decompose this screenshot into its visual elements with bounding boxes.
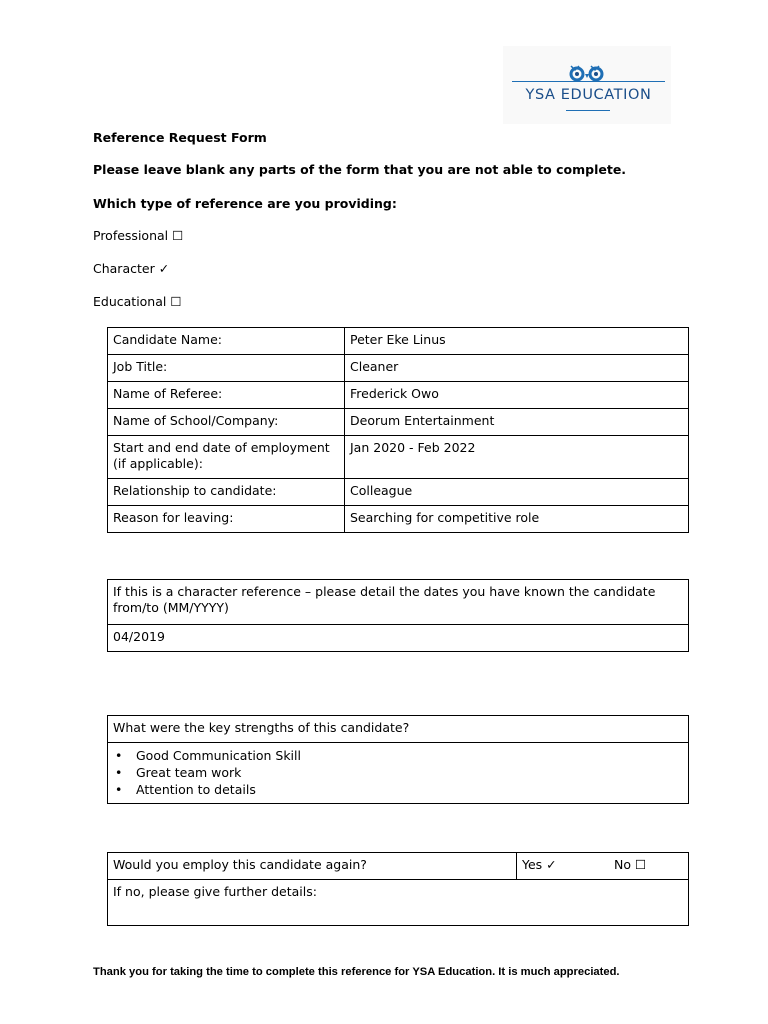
table-row — [108, 479, 689, 506]
logo-text: YSA EDUCATION — [525, 87, 652, 103]
table-row — [108, 580, 689, 625]
character-dates-question: If this is a character reference – please detail the dates you have known the candidate from/to (MM/YYYY) — [108, 580, 689, 625]
candidate-name-value[interactable]: Peter Eke Linus — [345, 328, 689, 355]
option-professional-label: Professional — [93, 228, 169, 243]
footer-note: Thank you for taking the time to complete this reference for YSA Education. It is much appreciated. — [93, 966, 620, 978]
character-dates-answer[interactable]: 04/2019 — [108, 625, 689, 652]
table-row — [108, 436, 689, 479]
list-item: • Attention to details — [113, 781, 683, 798]
form-instruction: Please leave blank any parts of the form that you are not able to complete. — [93, 162, 627, 177]
yes-option[interactable] — [522, 857, 614, 873]
no-option[interactable] — [614, 857, 646, 873]
checkmark-icon[interactable]: ✓ — [158, 261, 170, 276]
option-professional[interactable] — [93, 228, 183, 243]
table-row — [108, 382, 689, 409]
option-character[interactable] — [93, 261, 169, 276]
employment-dates-label: Start and end date of employment (if applicable): — [108, 436, 345, 479]
option-educational-label: Educational — [93, 294, 167, 309]
table-row — [108, 409, 689, 436]
table-row — [108, 328, 689, 355]
yes-label: Yes — [522, 857, 543, 872]
table-row — [108, 355, 689, 382]
table-row — [108, 853, 689, 880]
employ-again-table — [107, 852, 689, 926]
candidate-name-label: Candidate Name: — [108, 328, 345, 355]
further-details-field[interactable]: If no, please give further details: — [108, 880, 689, 926]
checkmark-icon[interactable]: ✓ — [546, 857, 557, 872]
strengths-list — [113, 747, 683, 798]
candidate-details-table — [107, 327, 689, 533]
table-row — [108, 880, 689, 926]
strengths-question: What were the key strengths of this candidate? — [108, 716, 689, 743]
reason-leaving-value[interactable]: Searching for competitive role — [345, 506, 689, 533]
strengths-table — [107, 715, 689, 804]
list-item: • Good Communication Skill — [113, 747, 683, 764]
reference-type-question: Which type of reference are you providing: — [93, 196, 397, 211]
form-title: Reference Request Form — [93, 130, 267, 145]
employ-again-options — [517, 853, 689, 880]
checkbox-empty-icon[interactable]: ☐ — [170, 294, 182, 309]
job-title-value[interactable]: Cleaner — [345, 355, 689, 382]
company-logo — [503, 46, 671, 124]
table-row — [108, 506, 689, 533]
employ-again-question: Would you employ this candidate again? — [108, 853, 517, 880]
relationship-value[interactable]: Colleague — [345, 479, 689, 506]
job-title-label: Job Title: — [108, 355, 345, 382]
strengths-answer[interactable] — [108, 743, 689, 804]
checkbox-empty-icon[interactable]: ☐ — [172, 228, 184, 243]
logo-rule-top — [512, 81, 665, 82]
referee-name-label: Name of Referee: — [108, 382, 345, 409]
logo-rule-bottom — [566, 110, 610, 111]
table-row — [108, 743, 689, 804]
table-row — [108, 625, 689, 652]
character-dates-table — [107, 579, 689, 652]
relationship-label: Relationship to candidate: — [108, 479, 345, 506]
employment-dates-value[interactable]: Jan 2020 - Feb 2022 — [345, 436, 689, 479]
option-character-label: Character — [93, 261, 155, 276]
list-item: • Great team work — [113, 764, 683, 781]
referee-name-value[interactable]: Frederick Owo — [345, 382, 689, 409]
school-company-label: Name of School/Company: — [108, 409, 345, 436]
table-row — [108, 716, 689, 743]
checkbox-empty-icon[interactable]: ☐ — [634, 857, 647, 872]
school-company-value[interactable]: Deorum Entertainment — [345, 409, 689, 436]
option-educational[interactable] — [93, 294, 182, 309]
no-label: No — [614, 857, 631, 872]
reason-leaving-label: Reason for leaving: — [108, 506, 345, 533]
